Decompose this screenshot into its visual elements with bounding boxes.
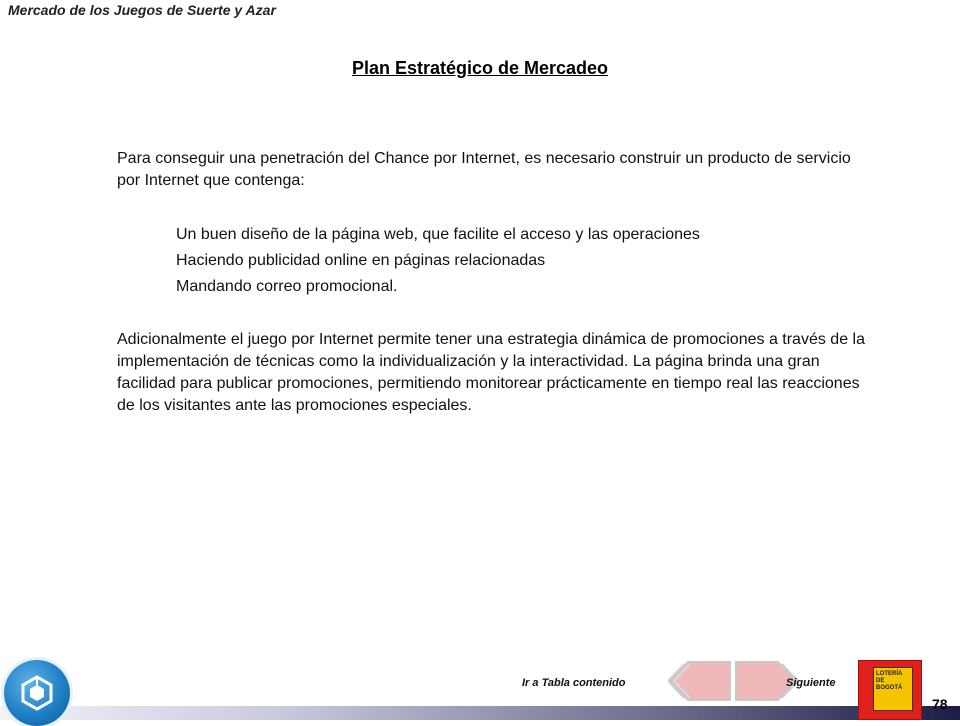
footer-gradient-bar [0, 706, 960, 720]
page-number: 78 [932, 696, 948, 712]
next-link[interactable]: Siguiente [786, 677, 836, 689]
bullet-item: Mandando correo promocional. [176, 278, 398, 295]
presentation-header: Mercado de los Juegos de Suerte y Azar [8, 2, 276, 18]
bullet-item: Un buen diseño de la página web, que facilite el acceso y las operaciones [176, 226, 700, 243]
company-logo-icon [4, 660, 70, 726]
loteria-de-bogota-logo [858, 660, 922, 720]
bullet-item: Haciendo publicidad online en páginas relacionadas [176, 252, 546, 269]
previous-arrow-icon[interactable] [668, 660, 732, 702]
intro-paragraph: Para conseguir una penetración del Chance por Internet, es necesario construir un producto de servicio por Internet que contenga: [117, 150, 851, 189]
promotions-paragraph: Adicionalmente el juego por Internet permite tener una estrategia dinámica de promociones a través de la implementación de técnicas como la individualización y la interactividad. La página brinda una gran facilidad para publicar promociones, permitiendo monitorear prácticamente en tiempo real las reacciones de los visitantes ante las promociones especiales. [117, 331, 865, 414]
slide-title: Plan Estratégico de Mercadeo [351, 58, 609, 78]
table-of-contents-link[interactable]: Ir a Tabla contenido [522, 677, 626, 689]
bullet-list [176, 222, 700, 300]
lottery-logo-text: LOTERÍA DE BOGOTÁ [873, 667, 913, 711]
